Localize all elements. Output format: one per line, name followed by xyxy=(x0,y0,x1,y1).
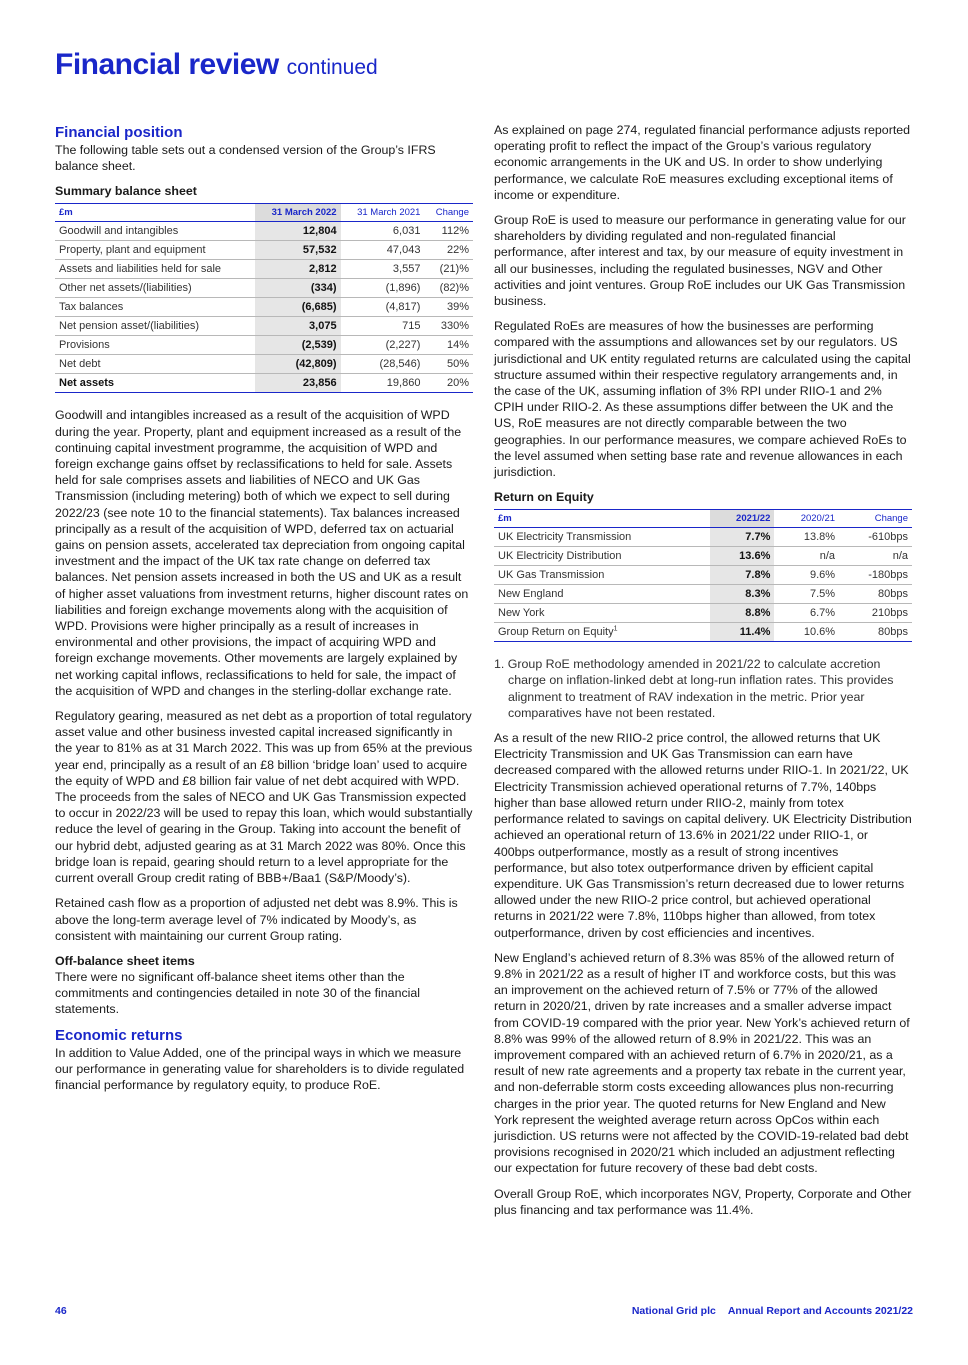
current-value: (42,809) xyxy=(255,355,341,374)
table-row xyxy=(494,623,912,642)
footer-publication xyxy=(632,1305,913,1317)
col-header-unit: £m xyxy=(494,510,710,528)
table-total-row xyxy=(55,374,473,393)
right-column xyxy=(494,122,912,1227)
row-label: UK Electricity Distribution xyxy=(494,547,710,566)
prior-value: n/a xyxy=(774,547,839,566)
prior-value: 3,557 xyxy=(341,260,425,279)
prior-value: (4,817) xyxy=(341,298,425,317)
row-label-text: Group Return on Equity xyxy=(498,626,614,639)
left-column xyxy=(55,122,473,1102)
prior-value: 47,043 xyxy=(341,241,425,260)
table-row xyxy=(494,604,912,623)
change-value: 80bps xyxy=(839,585,912,604)
row-label: Tax balances xyxy=(55,298,255,317)
total-prior-value: 19,860 xyxy=(341,374,425,393)
table-header-row xyxy=(55,204,473,222)
change-value: -180bps xyxy=(839,566,912,585)
current-value: 7.8% xyxy=(710,566,775,585)
financial-position-intro: The following table sets out a condensed version of the Group’s IFRS balance sheet. xyxy=(55,143,436,174)
return-on-equity-table xyxy=(494,509,912,642)
cash-flow-paragraph: Retained cash flow as a proportion of adjusted net debt was 8.9%. This is above the long-term average level of 7% indicated by Moody’s, as consistent with maintaining our current Group rating. xyxy=(55,896,458,943)
change-value: 22% xyxy=(424,241,473,260)
riio2-paragraph: As a result of the new RIIO-2 price control, the allowed returns that UK Electricity Transmission and UK Gas Transmission can earn have decreased compared with the allowed returns under RIIO-1. In 2021/22, UK Electricity Transmission achieved operational returns of 7.7%, 140bps higher than base allowed return under RIIO-2, mainly from totex performance related to savings on capital delivery. UK Electricity Distribution achieved an operational return of 13.6% in 2021/22 under RIIO-1, or 400bps outperformance, mostly as a result of strong incentives performance, but also totex outperformance driven by efficient capital expenditure. UK Gas Transmission’s return decreased due to lower returns allowed under the new RIIO-2 price control, but achieved operational returns in 2021/22 were 7.8%, 110bps higher than allowed, from totex outperformance, driven by cost efficiencies and incentives. xyxy=(494,731,912,940)
row-label: Net pension asset/(liabilities) xyxy=(55,317,255,336)
row-label: New York xyxy=(494,604,710,623)
page-number: 46 xyxy=(55,1305,67,1317)
change-value: 14% xyxy=(424,336,473,355)
prior-value: 6.7% xyxy=(774,604,839,623)
total-current-value: 23,856 xyxy=(255,374,341,393)
table-row xyxy=(55,317,473,336)
current-value: 2,812 xyxy=(255,260,341,279)
table-row xyxy=(55,260,473,279)
col-header-current-year: 2021/22 xyxy=(710,510,775,528)
table-row xyxy=(55,222,473,241)
current-value: 3,075 xyxy=(255,317,341,336)
table-row xyxy=(55,336,473,355)
total-label: Net assets xyxy=(55,374,255,393)
row-label: Property, plant and equipment xyxy=(55,241,255,260)
row-label: Net debt xyxy=(55,355,255,374)
table-row xyxy=(494,528,912,547)
page-title-continued: continued xyxy=(286,56,378,79)
group-roe-paragraph: Group RoE is used to measure our performance in generating value for our shareholders by dividing regulated and non-regulated financial performance, after interest and tax, by our measure of equity investment in all our businesses, including the regulated businesses, NGV and Other activities and joint ventures. Group RoE includes our UK Gas Transmission business. xyxy=(494,213,906,309)
roe-footnote: 1. Group RoE methodology amended in 2021/22 to calculate accretion charge on inflation-linked debt at long-run inflation rates. This provides alignment to treatment of RAV indexation in the metric. Prior year comparatives have not been restated. xyxy=(494,657,894,720)
row-label: UK Electricity Transmission xyxy=(494,528,710,547)
row-label: UK Gas Transmission xyxy=(494,566,710,585)
off-balance-heading: Off-balance sheet items xyxy=(55,953,195,968)
change-value: 112% xyxy=(424,222,473,241)
footer-company: National Grid plc xyxy=(631,1305,716,1317)
prior-value: 9.6% xyxy=(774,566,839,585)
current-value: 8.3% xyxy=(710,585,775,604)
prior-value: 6,031 xyxy=(341,222,425,241)
current-value: 13.6% xyxy=(710,547,775,566)
current-value: (2,539) xyxy=(255,336,341,355)
table-row xyxy=(494,566,912,585)
prior-value: (1,896) xyxy=(341,279,425,298)
footer-report-title: Annual Report and Accounts 2021/22 xyxy=(727,1305,913,1317)
col-header-change: Change xyxy=(424,204,473,222)
change-value: 330% xyxy=(424,317,473,336)
overall-roe-paragraph: Overall Group RoE, which incorporates NGV, Property, Corporate and Other plus financing and tax performance was 11.4%. xyxy=(494,1186,912,1217)
change-value: (21)% xyxy=(424,260,473,279)
current-value: 8.8% xyxy=(710,604,775,623)
change-value: (82)% xyxy=(424,279,473,298)
regulated-performance-paragraph: As explained on page 274, regulated financial performance adjusts reported operating profit to reflect the impact of the Group’s various regulatory economic arrangements in the UK and US. In order to show underlying performance, we calculate RoE measures excluding exceptional items of income or expenditure. xyxy=(494,123,911,202)
prior-value: 7.5% xyxy=(774,585,839,604)
current-value: 11.4% xyxy=(710,623,775,642)
prior-value: (2,227) xyxy=(341,336,425,355)
change-value: n/a xyxy=(839,547,912,566)
return-on-equity-heading: Return on Equity xyxy=(494,490,594,505)
table-row xyxy=(494,585,912,604)
current-value: (6,685) xyxy=(255,298,341,317)
economic-returns-heading: Economic returns xyxy=(55,1026,183,1044)
change-value: 80bps xyxy=(839,623,912,642)
table-row xyxy=(55,279,473,298)
table-row xyxy=(55,241,473,260)
regulated-roe-paragraph: Regulated RoEs are measures of how the businesses are performing compared with the assumptions and allowances set by our regulators. US jurisdictional and UK entity regulated returns are calculated using the capital structure assumed within their respective regulatory arrangements and, in the case of the UK, assuming inflation of 3% RPI under RIIO-1 and 2% CPIH under RIIO-2. As these assumptions differ between the UK and the US, RoE measures are not directly comparable between the two geographies. In our performance measures, we compare achieved RoEs to the level assumed when setting base rate and revenue allowances in each jurisdiction. xyxy=(494,319,911,480)
summary-balance-sheet-table xyxy=(55,203,473,393)
current-value: 57,532 xyxy=(255,241,341,260)
change-value: -610bps xyxy=(839,528,912,547)
page-title xyxy=(55,48,378,82)
table-row xyxy=(494,547,912,566)
change-value: 210bps xyxy=(839,604,912,623)
row-label: Other net assets/(liabilities) xyxy=(55,279,255,298)
row-label: Assets and liabilities held for sale xyxy=(55,260,255,279)
current-value: 7.7% xyxy=(710,528,775,547)
us-returns-paragraph: New England’s achieved return of 8.3% was 85% of the allowed return of 9.8% in 2021/22 as a result of higher IT and workforce costs, but this was an improvement on the achieved return of 7.5% or 77% of the allowed return in 2020/21, driven by rate increases and a smaller adverse impact from COVID-19 compared with the prior year. New York’s achieved return of 8.8% was 99% of the allowed return of 8.9% in 2021/22. This was an improvement compared with an achieved return of 6.7% in 2020/21, as a result of new rate agreements and a property tax rebate in the current year, and non-deferrable storm costs exceeding allowances plus non-recurring charges in the prior year. The quoted returns for New England and New York represent the weighted average return across OpCos within each jurisdiction. US returns were not affected by the COVID-19-related bad debt provisions recognised in 2020/21 which included an adjustment reflecting our expectation for future recovery of these bad debt costs. xyxy=(494,950,910,1176)
col-header-current-year: 31 March 2022 xyxy=(255,204,341,222)
col-header-prior-year: 31 March 2021 xyxy=(341,204,425,222)
summary-balance-sheet-heading: Summary balance sheet xyxy=(55,184,197,199)
change-value: 39% xyxy=(424,298,473,317)
balance-commentary-paragraph: Goodwill and intangibles increased as a result of the acquisition of WPD during the year. Property, plant and equipment increased as a result of the continuing capital investment programme, the acquisition of WPD and foreign exchange gains offset by reclassifications to held for sale. Assets held for sale comprises assets and liabilities of NECO and UK Gas Transmission (including metering) both of which we expect to sell during 2022/23 (see note 10 to the financial statements). Tax balances increased principally as a result of the acquisition of WPD, deferred tax on actuarial gains on pension assets, accelerated tax depreciation from ongoing capital investment and the impact of the UK tax rate change on deferred tax balances. Net pension assets increased in both the US and UK as a result of higher asset valuations from investment returns, higher discount rates on liabilities and foreign exchange movements along with the acquisition of WPD. Provisions were higher principally as a result of increases in environmental and other provisions, the impact of acquiring WPD and foreign exchange movements. Other movements are largely explained by net working capital inflows, reclassifications to held for sale, the impact of the acquisition of WPD and changes in the sterling-dollar exchange rate. xyxy=(55,408,469,698)
economic-returns-text: In addition to Value Added, one of the principal ways in which we measure our performance in generating value for shareholders is to divide regulated financial performance by regulatory equity, to produce RoE. xyxy=(55,1045,465,1092)
current-value: 12,804 xyxy=(255,222,341,241)
page-title-main: Financial review xyxy=(55,48,279,81)
table-row xyxy=(55,298,473,317)
off-balance-text: There were no significant off-balance sheet items other than the commitments and contingencies detailed in note 30 of the financial statements. xyxy=(55,969,421,1017)
financial-position-heading: Financial position xyxy=(55,124,183,141)
footnote-marker: 1 xyxy=(613,625,618,633)
table-row xyxy=(55,355,473,374)
row-label: New England xyxy=(494,585,710,604)
prior-value: 13.8% xyxy=(774,528,839,547)
col-header-unit: £m xyxy=(55,204,255,222)
current-value: (334) xyxy=(255,279,341,298)
table-header-row xyxy=(494,510,912,528)
gearing-paragraph: Regulatory gearing, measured as net debt as a proportion of total regulatory asset value and other business invested capital increased significantly in the year to 81% as at 31 March 2022. This was up from 65% at the previous year end, principally as a result of an £8 billion ‘bridge loan’ used to acquire the equity of WPD and £8 billion fair value of net debt acquired with WPD. The proceeds from the sales of NECO and UK Gas Transmission expected to occur in 2022/23 will be used to repay this loan, which would substantially reduce the level of gearing in the Group. Taking into account the benefit of our hybrid debt, adjusted gearing as at 31 March 2022 was 80%. Once this bridge loan is repaid, gearing should return to a level appropriate for the current overall Group credit rating of BBB+/Baa1 (S&P/Moody’s). xyxy=(55,709,473,886)
prior-value: 10.6% xyxy=(774,623,839,642)
row-label: Provisions xyxy=(55,336,255,355)
col-header-prior-year: 2020/21 xyxy=(774,510,839,528)
row-label: Goodwill and intangibles xyxy=(55,222,255,241)
row-label xyxy=(494,623,710,642)
prior-value: 715 xyxy=(341,317,425,336)
col-header-change: Change xyxy=(839,510,912,528)
prior-value: (28,546) xyxy=(341,355,425,374)
change-value: 50% xyxy=(424,355,473,374)
total-change-value: 20% xyxy=(424,374,473,393)
